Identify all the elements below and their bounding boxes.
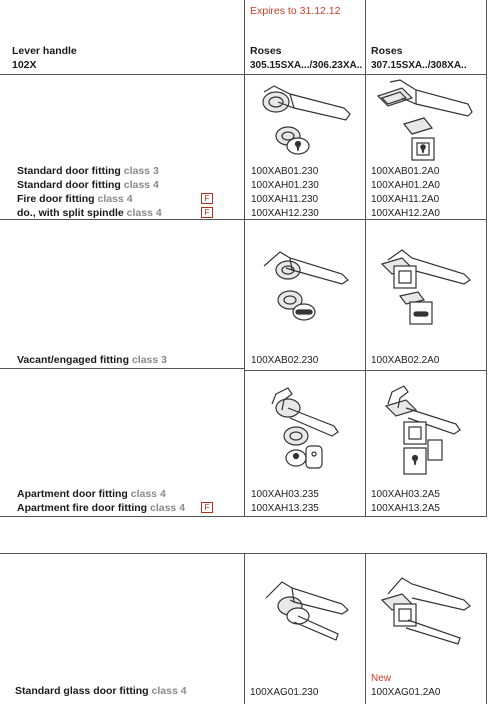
- item-label: Fire door fitting: [17, 193, 95, 205]
- column-title-roses-round: Roses: [250, 45, 282, 57]
- article-code: 100XAH12.230: [251, 208, 319, 219]
- article-code: 100XAG01.230: [250, 687, 319, 698]
- item-class: class 4: [130, 488, 166, 500]
- article-code: 100XAH13.235: [251, 503, 319, 514]
- list-item: [17, 193, 133, 206]
- article-code: 100XAH12.2A0: [371, 208, 440, 219]
- lever-handle-square-rose-with-keyhole-icon: [372, 78, 480, 168]
- new-badge: New: [371, 673, 392, 684]
- item-class: class 4: [97, 193, 133, 205]
- item-class: class 3: [131, 354, 167, 366]
- article-code: 100XAH01.2A0: [371, 180, 440, 191]
- item-class: class 4: [123, 179, 159, 191]
- item-label: Apartment fire door fitting: [17, 502, 148, 514]
- article-code: 100XAB01.2A0: [371, 166, 440, 177]
- expiry-note: Expires to 31.12.12: [250, 5, 341, 17]
- article-code: 100XAH11.230: [251, 194, 319, 205]
- fire-rated-badge: F: [201, 193, 213, 204]
- lever-handle-round-rose-glass-icon: [256, 576, 356, 646]
- list-item: [17, 207, 162, 220]
- article-code: 100XAG01.2A0: [371, 687, 441, 698]
- list-item: [17, 165, 159, 178]
- item-label: Standard glass door fitting: [15, 685, 149, 697]
- column-subtitle-roses-square: 307.15SXA../308XA..: [371, 60, 467, 71]
- article-code: 100XAH13.2A5: [371, 503, 440, 514]
- list-item: [15, 685, 187, 698]
- lever-handle-square-rose-glass-icon: [378, 570, 478, 650]
- item-label: Vacant/engaged fitting: [17, 354, 130, 366]
- list-item: [17, 488, 166, 501]
- column-subtitle-lever-model: 102X: [12, 59, 37, 71]
- item-label: Apartment door fitting: [17, 488, 128, 500]
- item-class: class 3: [123, 165, 159, 177]
- article-code: 100XAH03.2A5: [371, 489, 440, 500]
- list-item: [17, 179, 159, 192]
- item-class: class 4: [151, 685, 187, 697]
- article-code: 100XAH11.2A0: [371, 194, 440, 205]
- item-label: Standard door fitting: [17, 165, 121, 177]
- article-code: 100XAB02.2A0: [371, 355, 440, 366]
- column-subtitle-roses-round: 305.15SXA.../306.23XA..: [250, 60, 363, 71]
- article-code: 100XAB01.230: [251, 166, 319, 177]
- item-class: class 4: [126, 207, 162, 219]
- article-code: 100XAH03.235: [251, 489, 319, 500]
- list-item: [17, 354, 167, 367]
- item-label: Standard door fitting: [17, 179, 121, 191]
- lever-handle-square-rose-with-thumbturn-icon: [378, 236, 478, 328]
- column-title-lever-handle: Lever handle: [12, 45, 77, 57]
- fire-rated-badge: F: [201, 502, 213, 513]
- list-item: [17, 502, 185, 515]
- fire-rated-badge: F: [201, 207, 213, 218]
- article-code: 100XAB02.230: [251, 355, 319, 366]
- lever-handle-square-rose-with-cylinder-icon: [380, 380, 470, 480]
- lever-handle-round-rose-with-thumbturn-icon: [256, 236, 356, 326]
- item-label: do., with split spindle: [17, 207, 124, 219]
- article-code: 100XAH01.230: [251, 180, 319, 191]
- column-title-roses-square: Roses: [371, 45, 403, 57]
- lever-handle-round-rose-with-keyhole-icon: [254, 80, 358, 164]
- item-class: class 4: [150, 502, 186, 514]
- lever-handle-round-rose-with-cylinder-icon: [262, 384, 352, 480]
